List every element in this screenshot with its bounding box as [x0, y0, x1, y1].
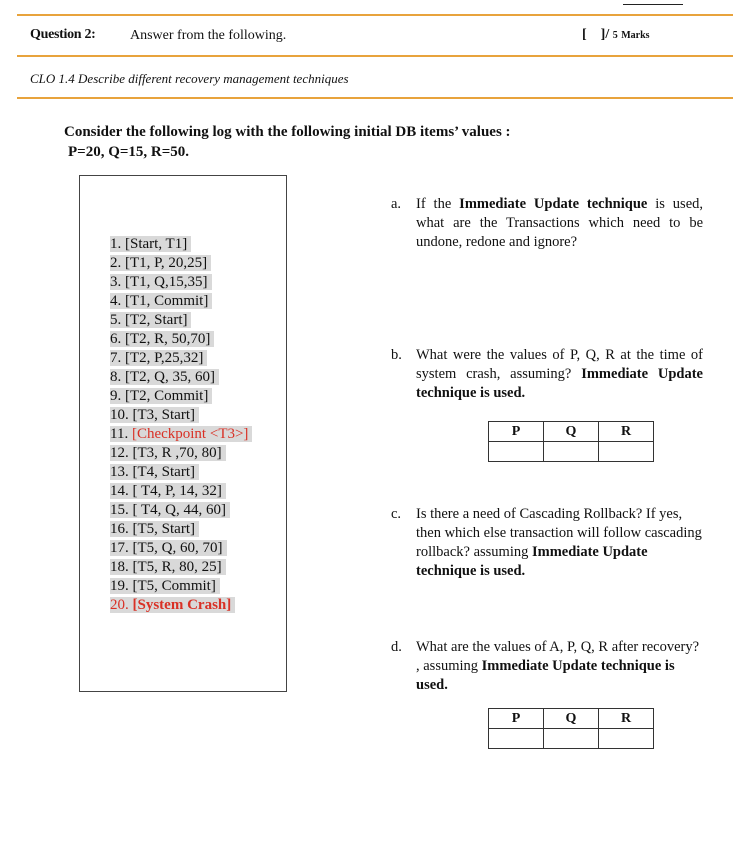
log-entry [110, 539, 252, 558]
question-b-text: What were the values of P, Q, R at the time of system crash, assuming? Immediate Update technique is used. [416, 347, 703, 401]
log-entry-text: [ T4, Q, 44, 60] [132, 502, 226, 518]
log-entry-highlight [110, 293, 212, 309]
log-entry-number: 19. [110, 578, 129, 594]
log-entry-text: [Checkpoint <T3>] [131, 426, 249, 442]
intro-line-2: P=20, Q=15, R=50. [68, 144, 190, 160]
log-entry-text: [T5, Commit] [132, 578, 216, 594]
log-entry-number: 8. [110, 369, 122, 385]
log-entry-text: [T2, P,25,32] [125, 350, 204, 366]
table-b-cell-q[interactable] [544, 442, 599, 462]
log-entry [110, 311, 252, 330]
log-entry-text: [T1, Commit] [125, 293, 209, 309]
log-entry [110, 292, 252, 311]
question-a-letter: a. [391, 196, 402, 212]
log-entry-highlight [110, 483, 226, 499]
log-entry-text: [T3, R ,70, 80] [132, 445, 222, 461]
log-entry-highlight [110, 312, 191, 328]
log-entry-text: [T2, Q, 35, 60] [125, 369, 215, 385]
log-entry [110, 482, 252, 501]
log-entry-text: [T5, Q, 60, 70] [132, 540, 223, 556]
header-rule-top [17, 14, 733, 16]
table-d-cell-p[interactable] [489, 729, 544, 749]
log-entry-highlight [110, 502, 230, 518]
log-entry-highlight [110, 407, 199, 423]
log-entry-number: 18. [110, 559, 129, 575]
question-c [391, 505, 703, 581]
log-entry-text: [T2, R, 50,70] [125, 331, 211, 347]
log-entry-number: 20. [110, 597, 129, 613]
log-entry-highlight [110, 445, 226, 461]
table-d-header-p: P [489, 709, 544, 729]
question-d-text: What are the values of A, P, Q, R after recovery? , assuming Immediate Update technique is used. [416, 639, 700, 693]
log-entry [110, 444, 252, 463]
log-entry-number: 7. [110, 350, 122, 366]
log-entry-text: [T3, Start] [132, 407, 195, 423]
log-entry-highlight [110, 540, 227, 556]
log-entry [110, 406, 252, 425]
table-b-header-p: P [489, 422, 544, 442]
question-label: Question 2: [30, 27, 96, 42]
log-entry-text: [T5, R, 80, 25] [132, 559, 222, 575]
log-entry [110, 558, 252, 577]
transaction-log [110, 235, 252, 615]
marks-number: 5 [612, 30, 618, 41]
table-d-header-r: R [599, 709, 654, 729]
log-entry-highlight [110, 255, 211, 271]
header-rule-middle [17, 55, 733, 57]
question-instruction: Answer from the following. [130, 28, 287, 43]
answer-table-b [488, 421, 654, 462]
table-b-cell-p[interactable] [489, 442, 544, 462]
log-entry [110, 425, 252, 444]
log-entry-highlight [110, 426, 252, 442]
question-c-text: Is there a need of Cascading Rollback? If yes, then which else transaction will follow cascading rollback? assuming Immediate Update technique is used. [416, 506, 702, 579]
log-entry-number: 6. [110, 331, 122, 347]
log-entry-text: [Start, T1] [125, 236, 188, 252]
log-entry-number: 1. [110, 236, 122, 252]
log-entry-text: [T2, Start] [125, 312, 188, 328]
log-entry-highlight [110, 559, 226, 575]
log-entry [110, 330, 252, 349]
question-a [391, 195, 703, 252]
table-d-cell-r[interactable] [599, 729, 654, 749]
intro-line-1: Consider the following log with the following initial DB items’ values : [64, 124, 511, 140]
table-b-header-r: R [599, 422, 654, 442]
log-entry [110, 254, 252, 273]
table-d-header-q: Q [544, 709, 599, 729]
log-entry-number: 15. [110, 502, 129, 518]
log-entry [110, 387, 252, 406]
marks-indicator [582, 27, 650, 43]
log-entry [110, 577, 252, 596]
log-entry-highlight [110, 597, 235, 613]
log-entry-number: 13. [110, 464, 129, 480]
question-a-text: If the Immediate Update technique is used, what are the Transactions which need to be undone, redone and ignore? [416, 196, 704, 250]
log-entry-highlight [110, 236, 191, 252]
log-entry-number: 16. [110, 521, 129, 537]
log-entry-highlight [110, 388, 212, 404]
log-entry-text: [System Crash] [132, 597, 232, 613]
log-entry-number: 12. [110, 445, 129, 461]
log-entry-number: 14. [110, 483, 129, 499]
log-entry-number: 5. [110, 312, 122, 328]
clo-text: CLO 1.4 Describe different recovery management techniques [30, 71, 349, 86]
log-entry-number: 4. [110, 293, 122, 309]
log-entry-number: 3. [110, 274, 122, 290]
log-entry [110, 520, 252, 539]
intro-text [64, 122, 511, 162]
log-entry-text: [T2, Commit] [125, 388, 209, 404]
log-entry-highlight [110, 578, 220, 594]
log-entry-highlight [110, 331, 214, 347]
log-entry-text: [T1, Q,15,35] [125, 274, 208, 290]
marks-open-bracket: [ [582, 27, 587, 42]
question-c-letter: c. [391, 506, 402, 522]
log-entry-number: 11. [110, 426, 129, 442]
log-entry-number: 17. [110, 540, 129, 556]
log-entry [110, 596, 252, 615]
question-d [391, 638, 703, 695]
question-b-letter: b. [391, 347, 402, 363]
log-entry-text: [T5, Start] [132, 521, 195, 537]
log-entry [110, 368, 252, 387]
log-entry-text: [T4, Start] [132, 464, 195, 480]
marks-close-bracket: ]/ [600, 27, 610, 42]
top-score-box [623, 0, 683, 5]
question-d-letter: d. [391, 639, 402, 655]
table-d-cell-q[interactable] [544, 729, 599, 749]
log-entry-highlight [110, 521, 199, 537]
log-entry-number: 9. [110, 388, 122, 404]
log-entry-highlight [110, 464, 199, 480]
log-entry-text: [ T4, P, 14, 32] [132, 483, 222, 499]
table-b-cell-r[interactable] [599, 442, 654, 462]
question-b [391, 346, 703, 403]
log-entry [110, 349, 252, 368]
log-entry [110, 463, 252, 482]
table-b-header-q: Q [544, 422, 599, 442]
log-entry [110, 273, 252, 292]
log-entry-number: 10. [110, 407, 129, 423]
log-entry-text: [T1, P, 20,25] [125, 255, 208, 271]
log-entry-highlight [110, 350, 207, 366]
log-entry-number: 2. [110, 255, 122, 271]
header-rule-bottom [17, 97, 733, 99]
log-entry [110, 501, 252, 520]
log-entry-highlight [110, 369, 219, 385]
log-entry-highlight [110, 274, 212, 290]
answer-table-d [488, 708, 654, 749]
marks-word: Marks [621, 30, 650, 41]
log-entry [110, 235, 252, 254]
